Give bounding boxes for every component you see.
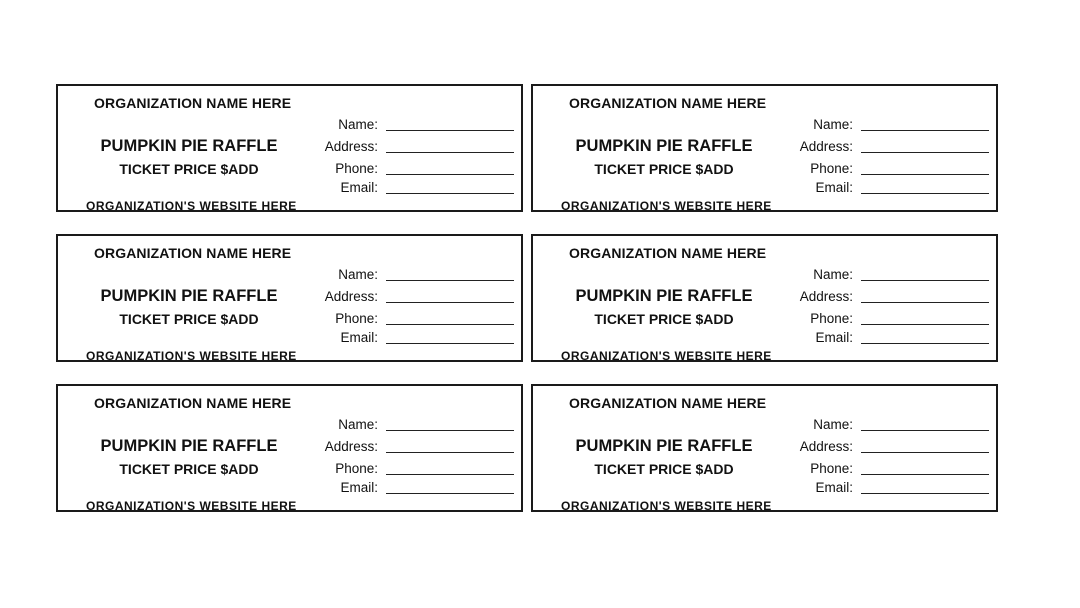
- ticket-price: TICKET PRICE $ADD: [119, 161, 259, 177]
- phone-blank-line[interactable]: [386, 174, 514, 175]
- address-field: [773, 439, 995, 457]
- phone-blank-line[interactable]: [861, 324, 989, 325]
- address-label: Address:: [324, 439, 378, 454]
- phone-label: Phone:: [335, 311, 378, 326]
- address-field: [773, 289, 995, 307]
- name-field: [773, 117, 995, 135]
- name-field: [298, 417, 520, 435]
- name-field: [298, 267, 520, 285]
- name-blank-line[interactable]: [861, 430, 989, 431]
- address-field: [298, 139, 520, 157]
- address-blank-line[interactable]: [386, 152, 514, 153]
- raffle-ticket: [531, 384, 998, 512]
- email-label: Email:: [815, 480, 853, 495]
- raffle-title: PUMPKIN PIE RAFFLE: [575, 287, 753, 305]
- email-label: Email:: [340, 480, 378, 495]
- phone-field: [773, 461, 995, 479]
- phone-label: Phone:: [810, 311, 853, 326]
- phone-field: [773, 161, 995, 179]
- address-label: Address:: [799, 289, 853, 304]
- organization-website: ORGANIZATION'S WEBSITE HERE: [86, 199, 297, 213]
- phone-label: Phone:: [335, 461, 378, 476]
- raffle-ticket: [56, 384, 523, 512]
- phone-label: Phone:: [810, 161, 853, 176]
- email-field: [773, 330, 995, 348]
- ticket-price: TICKET PRICE $ADD: [119, 311, 259, 327]
- email-blank-line[interactable]: [386, 193, 514, 194]
- email-field: [773, 480, 995, 498]
- organization-name: ORGANIZATION NAME HERE: [94, 245, 292, 261]
- raffle-ticket: [531, 84, 998, 212]
- name-field: [298, 117, 520, 135]
- raffle-title: PUMPKIN PIE RAFFLE: [575, 137, 753, 155]
- email-field: [298, 480, 520, 498]
- phone-field: [298, 161, 520, 179]
- email-blank-line[interactable]: [386, 493, 514, 494]
- address-label: Address:: [324, 139, 378, 154]
- name-blank-line[interactable]: [386, 130, 514, 131]
- name-label: Name:: [338, 117, 378, 132]
- raffle-title: PUMPKIN PIE RAFFLE: [100, 437, 278, 455]
- phone-blank-line[interactable]: [861, 474, 989, 475]
- name-blank-line[interactable]: [861, 280, 989, 281]
- phone-label: Phone:: [810, 461, 853, 476]
- name-label: Name:: [813, 117, 853, 132]
- email-label: Email:: [340, 330, 378, 345]
- ticket-price: TICKET PRICE $ADD: [594, 161, 734, 177]
- organization-name: ORGANIZATION NAME HERE: [94, 395, 292, 411]
- email-label: Email:: [340, 180, 378, 195]
- raffle-ticket: [56, 84, 523, 212]
- address-blank-line[interactable]: [861, 302, 989, 303]
- organization-name: ORGANIZATION NAME HERE: [94, 95, 292, 111]
- organization-name: ORGANIZATION NAME HERE: [569, 395, 767, 411]
- email-blank-line[interactable]: [861, 343, 989, 344]
- email-label: Email:: [815, 180, 853, 195]
- address-field: [298, 439, 520, 457]
- address-field: [298, 289, 520, 307]
- raffle-ticket: [56, 234, 523, 362]
- organization-name: ORGANIZATION NAME HERE: [569, 245, 767, 261]
- organization-website: ORGANIZATION'S WEBSITE HERE: [561, 349, 772, 363]
- address-blank-line[interactable]: [386, 302, 514, 303]
- email-field: [773, 180, 995, 198]
- name-blank-line[interactable]: [386, 430, 514, 431]
- raffle-title: PUMPKIN PIE RAFFLE: [575, 437, 753, 455]
- address-label: Address:: [799, 139, 853, 154]
- ticket-price: TICKET PRICE $ADD: [119, 461, 259, 477]
- name-label: Name:: [338, 267, 378, 282]
- address-field: [773, 139, 995, 157]
- phone-field: [773, 311, 995, 329]
- address-blank-line[interactable]: [386, 452, 514, 453]
- organization-website: ORGANIZATION'S WEBSITE HERE: [86, 349, 297, 363]
- name-blank-line[interactable]: [386, 280, 514, 281]
- ticket-price: TICKET PRICE $ADD: [594, 461, 734, 477]
- name-label: Name:: [813, 267, 853, 282]
- raffle-title: PUMPKIN PIE RAFFLE: [100, 287, 278, 305]
- organization-name: ORGANIZATION NAME HERE: [569, 95, 767, 111]
- email-blank-line[interactable]: [386, 343, 514, 344]
- name-field: [773, 267, 995, 285]
- phone-blank-line[interactable]: [386, 474, 514, 475]
- email-field: [298, 180, 520, 198]
- organization-website: ORGANIZATION'S WEBSITE HERE: [561, 499, 772, 513]
- name-label: Name:: [338, 417, 378, 432]
- address-label: Address:: [324, 289, 378, 304]
- name-blank-line[interactable]: [861, 130, 989, 131]
- raffle-title: PUMPKIN PIE RAFFLE: [100, 137, 278, 155]
- name-field: [773, 417, 995, 435]
- ticket-sheet: [56, 84, 1002, 518]
- email-blank-line[interactable]: [861, 493, 989, 494]
- address-label: Address:: [799, 439, 853, 454]
- phone-blank-line[interactable]: [386, 324, 514, 325]
- email-label: Email:: [815, 330, 853, 345]
- organization-website: ORGANIZATION'S WEBSITE HERE: [561, 199, 772, 213]
- email-blank-line[interactable]: [861, 193, 989, 194]
- address-blank-line[interactable]: [861, 152, 989, 153]
- phone-field: [298, 311, 520, 329]
- organization-website: ORGANIZATION'S WEBSITE HERE: [86, 499, 297, 513]
- phone-field: [298, 461, 520, 479]
- email-field: [298, 330, 520, 348]
- raffle-ticket: [531, 234, 998, 362]
- name-label: Name:: [813, 417, 853, 432]
- address-blank-line[interactable]: [861, 452, 989, 453]
- phone-blank-line[interactable]: [861, 174, 989, 175]
- ticket-price: TICKET PRICE $ADD: [594, 311, 734, 327]
- phone-label: Phone:: [335, 161, 378, 176]
